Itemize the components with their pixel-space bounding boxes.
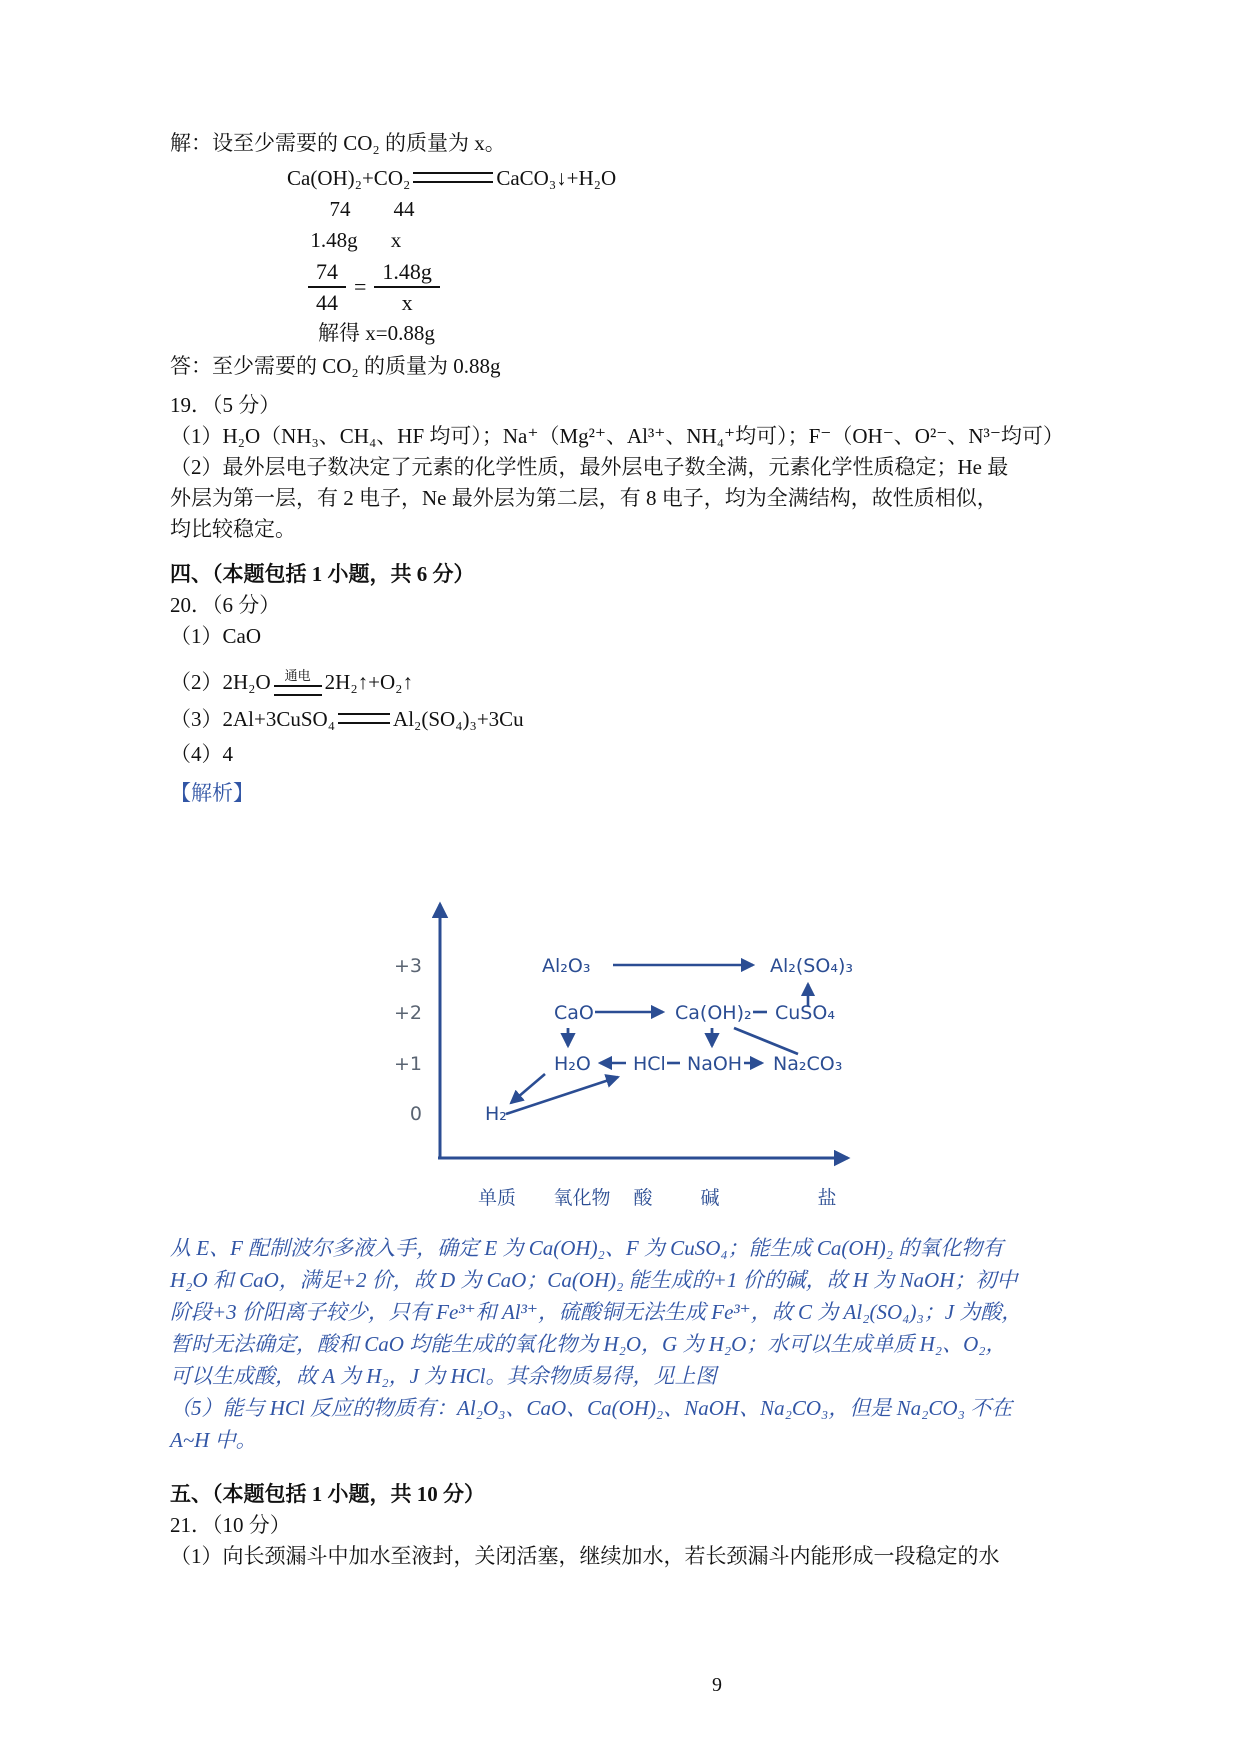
molar-mass-2: 44 (393, 197, 415, 221)
q20-a2-prefix: （2）2H₂O (170, 670, 271, 694)
analysis-paragraph (170, 1232, 1095, 1456)
answer-line: 答：至少需要的 CO₂ 的质量为 0.88g (170, 354, 501, 378)
q20-a3-prefix: （3）2Al+3CuSO₄ (170, 707, 336, 731)
double-bond-line (413, 172, 493, 183)
node-cao: CaO (554, 1002, 594, 1024)
solution-intro: 解：设至少需要的 CO₂ 的质量为 x。 (170, 131, 506, 155)
molar-mass-1: 74 (329, 197, 351, 221)
molar-mass-row (318, 194, 616, 225)
given-mass-2: x (390, 228, 402, 252)
fraction-left-denominator: 44 (316, 290, 338, 315)
q19-answer-2-end: 均比较稳定。 (170, 517, 296, 541)
xlabel-danzhi: 单质 (477, 1187, 517, 1209)
analysis-line-5: 可以生成酸，故 A 为 H₂，J 为 HCl。其余物质易得，见上图 (170, 1364, 717, 1388)
ytick-plus1: +1 (393, 1053, 422, 1075)
ytick-plus3: +3 (393, 955, 422, 977)
valence-diagram (330, 812, 890, 1222)
given-mass-row (306, 225, 616, 256)
xlabel-yanghuawu: 氧化物 (553, 1187, 611, 1209)
double-bond-line (274, 685, 322, 696)
equals-sign: = (354, 274, 367, 299)
q19-answer-1: （1）H₂O（NH₃、CH₄、HF 均可）；Na⁺（Mg²⁺、Al³⁺、NH₄⁺均可）；F⁻（OH⁻、O²⁻、N³⁻均可） (170, 424, 1064, 448)
analysis-line-7: A~H 中。 (170, 1428, 257, 1452)
section-4-block (170, 558, 524, 770)
chemical-equation-1 (287, 163, 616, 194)
proportion-row (308, 256, 616, 318)
arrow-h2o-to-h2 (511, 1074, 545, 1103)
q21-answer-1: （1）向长颈漏斗中加水至液封，关闭活塞，继续加水，若长颈漏斗内能形成一段稳定的水 (170, 1544, 1000, 1568)
q19-answer-2-cont: 外层为第一层，有 2 电子，Ne 最外层为第二层，有 8 电子，均为全满结构，故性质相似， (170, 486, 998, 510)
xlabel-yan: 盐 (817, 1187, 837, 1209)
node-h2: H₂ (485, 1103, 507, 1125)
node-hcl: HCl (633, 1053, 666, 1075)
line-caoh2-to-na2co3 (734, 1028, 798, 1054)
fraction-left-numerator: 74 (308, 258, 346, 288)
reaction-condition-wrap (274, 669, 322, 696)
given-mass-1: 1.48g (310, 228, 358, 252)
arrow-h2-to-hcl (506, 1077, 618, 1114)
q20-answer-2 (170, 652, 524, 698)
page-number: 9 (712, 1674, 722, 1696)
analysis-line-1: 从 E、F 配制波尔多液入手，确定 E 为 Ca(OH)₂、F 为 CuSO₄；能生成 Ca(OH)₂ 的氧化物有 (170, 1236, 1004, 1260)
node-al2so43: Al₂(SO₄)₃ (770, 955, 853, 977)
fraction-right (374, 258, 440, 316)
fraction-right-denominator: x (401, 290, 413, 315)
fraction-left (308, 258, 346, 316)
q20-title: 20．（6 分） (170, 593, 281, 617)
analysis-line-4: 暂时无法确定，酸和 CaO 均能生成的氧化物为 H₂O，G 为 H₂O；水可以生成单质 H₂、O₂， (170, 1332, 1007, 1356)
q19-answer-2: （2）最外层电子数决定了元素的化学性质，最外层电子数全满，元素化学性质稳定；He 最 (170, 455, 1009, 479)
question-19-block (170, 390, 1064, 545)
section-4-heading: 四、（本题包括 1 小题，共 6 分） (170, 562, 475, 586)
node-naoh: NaOH (687, 1053, 743, 1075)
section-5-heading: 五、（本题包括 1 小题，共 10 分） (170, 1482, 485, 1506)
ytick-plus2: +2 (393, 1002, 422, 1024)
node-h2o: H₂O (554, 1053, 591, 1075)
q21-title: 21．（10 分） (170, 1513, 291, 1537)
q20-answer-4: （4）4 (170, 742, 233, 766)
xlabel-suan: 酸 (633, 1187, 653, 1209)
double-bond-line (338, 713, 390, 724)
equation-left: Ca(OH)₂+CO₂ (287, 166, 411, 190)
q19-title: 19．（5 分） (170, 393, 281, 417)
equation-right: CaCO₃↓+H₂O (496, 166, 617, 190)
section-5-block (170, 1478, 1000, 1572)
xlabel-jian: 碱 (700, 1187, 720, 1209)
analysis-line-3: 阶段+3 价阳离子较少，只有 Fe³⁺和 Al³⁺，硫酸铜无法生成 Fe³⁺，故 C 为 Al₂(SO₄)₃；J 为酸， (170, 1300, 1023, 1324)
node-caoh2: Ca(OH)₂ (675, 1002, 752, 1024)
node-cuso4: CuSO₄ (775, 1002, 835, 1024)
analysis-label: 【解析】 (170, 781, 254, 805)
node-al2o3: Al₂O₃ (542, 955, 591, 977)
analysis-line-2: H₂O 和 CaO，满足+2 价，故 D 为 CaO；Ca(OH)₂ 能生成的+1 价的碱，故 H 为 NaOH；初中 (170, 1268, 1018, 1292)
ytick-zero: 0 (409, 1103, 422, 1125)
solve-result: 解得 x=0.88g (318, 321, 435, 345)
q20-a2-suffix: 2H₂↑+O₂↑ (324, 670, 413, 694)
solution-18-block (170, 128, 616, 382)
reaction-condition-label: 通电 (284, 669, 311, 684)
q20-a3-suffix: Al₂(SO₄)₃+3Cu (393, 707, 524, 731)
node-na2co3: Na₂CO₃ (773, 1053, 843, 1075)
analysis-line-6: （5）能与 HCl 反应的物质有：Al₂O₃、CaO、Ca(OH)₂、NaOH、Na₂CO₃，但是 Na₂CO₃ 不在 (170, 1396, 1013, 1420)
fraction-right-numerator: 1.48g (374, 258, 440, 288)
q20-answer-3 (170, 704, 524, 735)
q20-answer-1: （1）CaO (170, 624, 261, 648)
